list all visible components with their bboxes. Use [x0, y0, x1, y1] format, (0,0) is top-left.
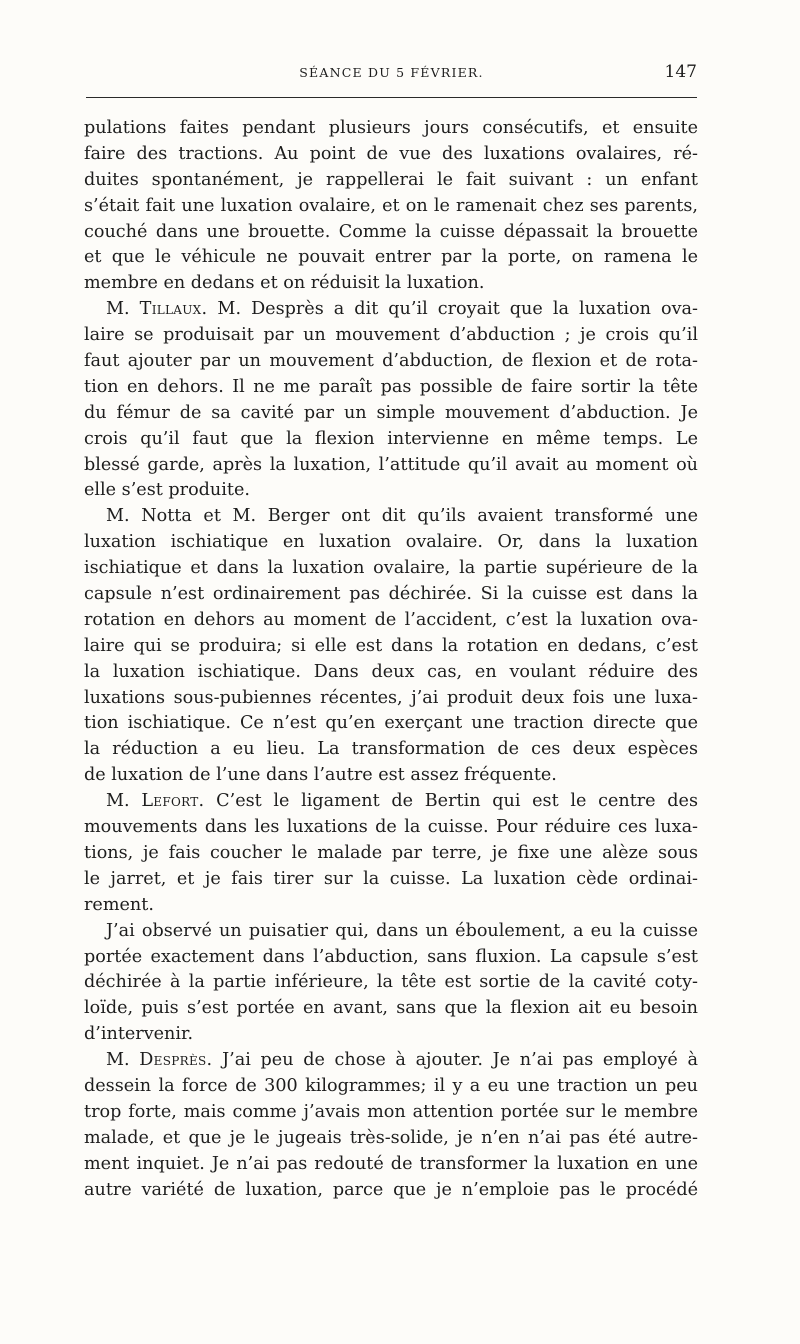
text-line: duites spontanément, je rappellerai le fait suivant : un enfant: [84, 169, 698, 190]
speaker-prefix: M.: [106, 299, 140, 320]
text-line: tion en dehors. Il ne me paraît pas possible de faire sortir la tête: [84, 376, 698, 397]
text-line: pulations faites pendant plusieurs jours consécutifs, et ensuite: [84, 118, 698, 138]
text-line: laire se produisait par un mouvement d’abduction ; je crois qu’il: [84, 325, 698, 346]
text-line: elle s’est produite.: [84, 480, 250, 501]
text-line: loïde, puis s’est portée en avant, sans que la flexion ait eu besoin: [84, 998, 698, 1019]
running-title: SÉANCE DU 5 FÉVRIER.: [299, 65, 484, 80]
page-number: 147: [664, 62, 697, 82]
text-line: M. Notta et M. Berger ont dit qu’ils avaient transformé une: [106, 506, 698, 527]
text-line: mouvements dans les luxations de la cuisse. Pour réduire ces luxa-: [84, 817, 698, 838]
text-line: luxation ischiatique en luxation ovalaire. Or, dans la luxation: [84, 532, 698, 553]
text-line: la luxation ischiatique. Dans deux cas, en voulant réduire des: [84, 661, 698, 682]
text-line: [84, 1048, 698, 1074]
speech-start: M. Desprès a dit qu’il croyait que la luxation ova-: [207, 299, 698, 320]
text-line: la réduction a eu lieu. La transformation de ces deux espèces: [84, 739, 698, 760]
paragraph-lefort: [84, 789, 698, 918]
text-line: ischiatique et dans la luxation ovalaire, la partie supérieure de la: [84, 558, 698, 579]
text-line: blessé garde, après la luxation, l’attitude qu’il avait au moment où: [84, 454, 698, 475]
text-line: du fémur de sa cavité par un simple mouvement d’abduction. Je: [84, 402, 698, 423]
paragraph-tillaux: [84, 297, 698, 504]
text-line: laire qui se produira; si elle est dans la rotation en dedans, c’est: [84, 635, 698, 656]
text-line: le jarret, et je fais tirer sur la cuisse. La luxation cède ordinai-: [84, 868, 698, 889]
text-line: membre en dedans et on réduisit la luxation.: [84, 273, 485, 294]
text-line: dessein la force de 300 kilogrammes; il y a eu une traction un peu: [84, 1075, 698, 1096]
paragraph-despres: [84, 1048, 698, 1203]
text-line: déchirée à la partie inférieure, la tête est sortie de la cavité coty-: [84, 972, 698, 993]
text-line: malade, et que je le jugeais très-solide, je n’en n’ai pas été autre-: [84, 1127, 698, 1148]
text-line: J’ai observé un puisatier qui, dans un éboulement, a eu la cuisse: [106, 920, 698, 941]
text-line: rotation en dehors au moment de l’accident, c’est la luxation ova-: [84, 609, 698, 630]
text-line: de luxation de l’une dans l’autre est assez fréquente.: [84, 765, 557, 786]
paragraph: [84, 919, 698, 1048]
text-line: [84, 297, 698, 323]
speaker-name: Desprès.: [139, 1050, 213, 1071]
text-line: ment inquiet. Je n’ai pas redouté de transformer la luxation en une: [84, 1153, 698, 1174]
text-line: d’intervenir.: [84, 1024, 194, 1045]
text-line: et que le véhicule ne pouvait entrer par la porte, on ramena le: [84, 247, 698, 268]
paragraph: [84, 116, 698, 297]
text-line: faut ajouter par un mouvement d’abduction, de flexion et de rota-: [84, 351, 698, 372]
paragraph: [84, 504, 698, 789]
text-line: [84, 789, 698, 815]
text-line: tions, je fais coucher le malade par terre, je fixe une alèze sous: [84, 842, 698, 863]
text-line: couché dans une brouette. Comme la cuisse dépassait la brouette: [84, 221, 698, 242]
text-line: capsule n’est ordinairement pas déchirée. Si la cuisse est dans la: [84, 584, 698, 605]
text-line: autre variété de luxation, parce que je n’emploie pas le procédé: [84, 1179, 698, 1200]
speaker-prefix: M.: [106, 1050, 140, 1071]
text-line: portée exactement dans l’abduction, sans fluxion. La capsule s’est: [84, 946, 698, 967]
text-line: rement.: [84, 894, 154, 915]
body-text: [84, 116, 698, 1203]
speech-start: J’ai peu de chose à ajouter. Je n’ai pas employé à: [212, 1050, 699, 1071]
text-line: faire des tractions. Au point de vue des luxations ovalaires, ré-: [84, 143, 698, 164]
text-line: luxations sous-pubiennes récentes, j’ai produit deux fois une luxa-: [84, 687, 698, 708]
text-line: trop forte, mais comme j’avais mon attention portée sur le membre: [84, 1101, 698, 1122]
speaker-name: Lefort.: [141, 791, 205, 812]
speaker-name: Tillaux.: [139, 299, 208, 320]
speaker-prefix: M.: [106, 791, 142, 812]
text-line: tion ischiatique. Ce n’est qu’en exerçant une traction directe que: [84, 713, 698, 734]
header-rule: [86, 97, 697, 98]
speech-start: C’est le ligament de Bertin qui est le centre des: [204, 791, 698, 812]
page-header: [86, 62, 697, 84]
text-line: crois qu’il faut que la flexion intervienne en même temps. Le: [84, 428, 698, 449]
text-line: s’était fait une luxation ovalaire, et on le ramenait chez ses parents,: [84, 195, 698, 216]
